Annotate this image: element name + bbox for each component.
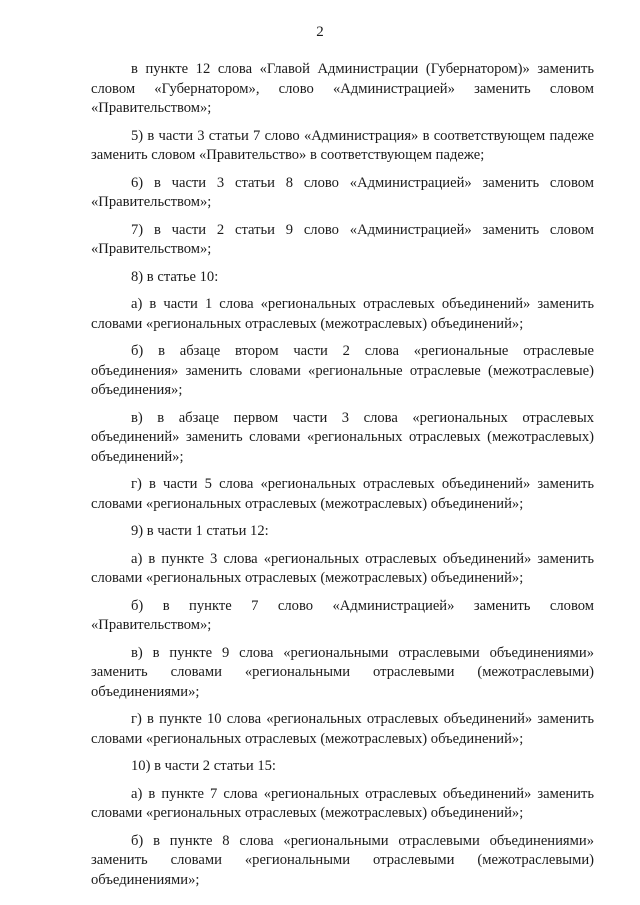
paragraph-clause-5: 5) в части 3 статьи 7 слово «Администрация» в соответствующем падеже заменить словом «Правительство» в соответствующем падеже; <box>91 127 594 163</box>
paragraph-clause-9: 9) в части 1 статьи 12: <box>131 523 269 539</box>
paragraph-clause-4-item: в пункте 12 слова «Главой Администрации (Губернатором)» заменить словом «Губернатором», слово «Администрацией» заменить словом «Правительством»; <box>91 61 594 116</box>
paragraph-clause-8a: а) в части 1 слова «региональных отраслевых объединений» заменить словами «региональных отраслевых (межотраслевых) объединений»; <box>91 296 594 332</box>
paragraph-clause-9b: б) в пункте 7 слово «Администрацией» заменить словом «Правительством»; <box>91 597 594 633</box>
paragraph-clause-8: 8) в статье 10: <box>131 268 219 285</box>
paragraph-clause-8g: г) в части 5 слова «региональных отраслевых объединений» заменить словами «региональных отраслевых (межотраслевых) объединений»; <box>91 476 594 512</box>
paragraph-clause-9v: в) в пункте 9 слова «региональными отраслевыми объединениями» заменить словами «региональными отраслевыми (межотраслевыми) объединениями»; <box>91 644 594 700</box>
paragraph-clause-8b: б) в абзаце втором части 2 слова «региональные отраслевые объединения» заменить словами «региональные отраслевые (межотраслевые) объединения»; <box>91 343 594 398</box>
paragraph-clause-9g: г) в пункте 10 слова «региональных отраслевых объединений» заменить словами «региональных отраслевых (межотраслевых) объединений»; <box>91 711 594 747</box>
paragraph-clause-10a: а) в пункте 7 слова «региональных отраслевых объединений» заменить словами «региональных отраслевых (межотраслевых) объединений»; <box>91 785 594 821</box>
page-number: 2 <box>316 24 324 40</box>
paragraph-clause-7: 7) в части 2 статьи 9 слово «Администрацией» заменить словом «Правительством»; <box>91 221 594 257</box>
document-body <box>91 60 594 898</box>
paragraph-clause-10: 10) в части 2 статьи 15: <box>131 758 276 774</box>
paragraph-clause-6: 6) в части 3 статьи 8 слово «Администрацией» заменить словом «Правительством»; <box>91 174 594 210</box>
paragraph-clause-10b: б) в пункте 8 слова «региональными отраслевыми объединениями» заменить словами «региональными отраслевыми (межотраслевыми) объединениями»; <box>91 832 594 888</box>
paragraph-clause-9a: а) в пункте 3 слова «региональных отраслевых объединений» заменить словами «региональных отраслевых (межотраслевых) объединений»; <box>91 550 594 586</box>
paragraph-clause-8v: в) в абзаце первом части 3 слова «региональных отраслевых объединений» заменить словами «региональных отраслевых (межотраслевых) объединений»; <box>91 409 594 465</box>
